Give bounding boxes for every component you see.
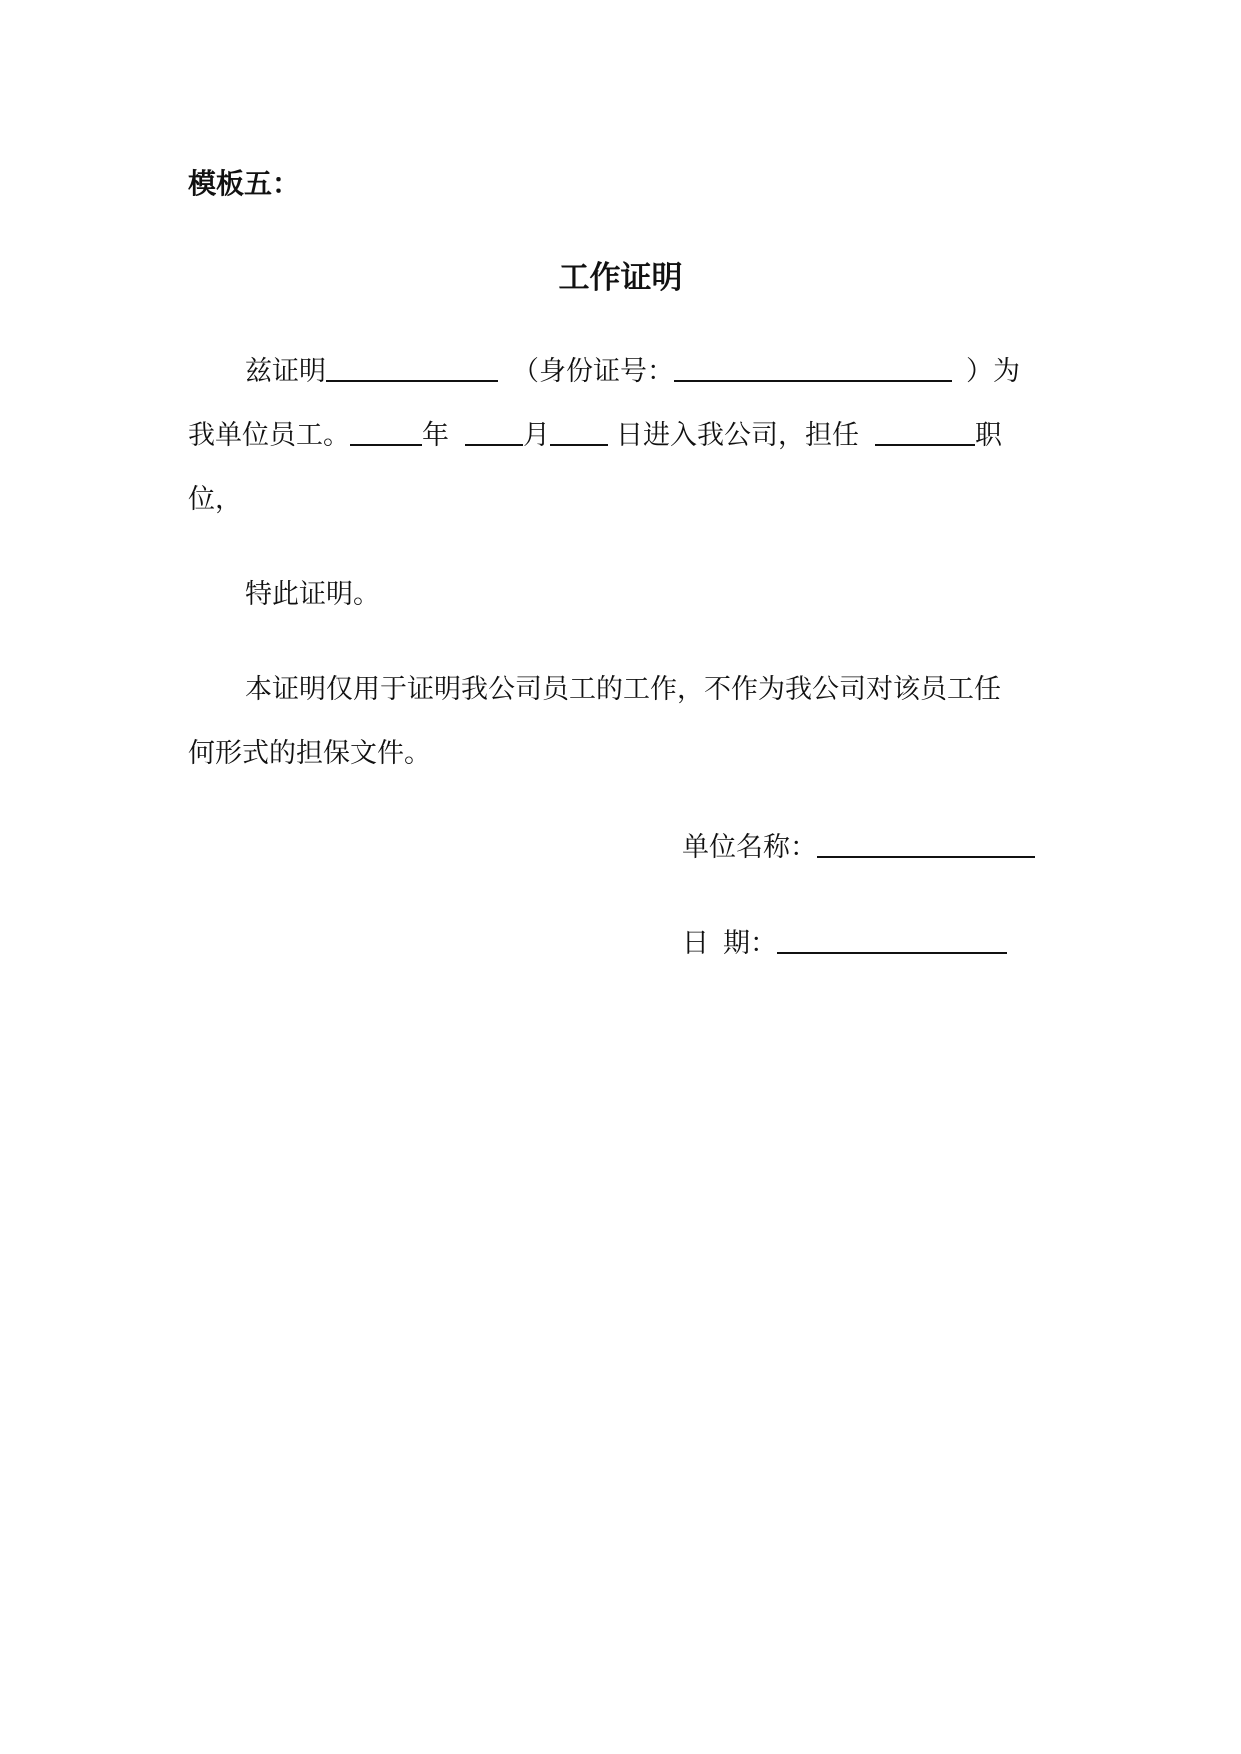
date-blank[interactable] (777, 928, 1007, 954)
id-number-blank[interactable] (674, 356, 952, 382)
org-name-label: 单位名称： (682, 832, 817, 863)
position-blank[interactable] (875, 420, 975, 446)
note-line-2: 何形式的担保文件。 (188, 738, 431, 769)
year-blank[interactable] (350, 420, 422, 446)
document-title: 工作证明 (558, 260, 683, 296)
org-name-blank[interactable] (817, 832, 1035, 858)
paragraph-1-line-2 (188, 416, 1002, 456)
org-name-row (682, 828, 1035, 868)
month-blank[interactable] (465, 420, 523, 446)
date-label-period: 期： (723, 928, 777, 959)
month-text: 月 (523, 420, 550, 451)
lead-text: 兹证明 (245, 356, 326, 387)
paragraph-1-line-3: 位， (188, 484, 242, 515)
template-label: 模板五： (188, 167, 301, 200)
name-blank[interactable] (326, 356, 498, 382)
position-text: 职 (975, 420, 1002, 451)
note-line-1: 本证明仅用于证明我公司员工的工作，不作为我公司对该员工任 (245, 674, 1001, 705)
year-text: 年 (422, 420, 449, 451)
date-row (682, 924, 1007, 964)
day-blank[interactable] (550, 420, 608, 446)
id-close-text: ）为 (966, 356, 1020, 387)
employee-text: 我单位员工。 (188, 420, 350, 451)
id-open-text: （身份证号： (512, 356, 674, 387)
closing-statement: 特此证明。 (245, 579, 380, 610)
paragraph-1-line-1 (245, 352, 1020, 392)
date-label-day: 日 (682, 928, 709, 959)
day-text: 日进入我公司，担任 (616, 420, 859, 451)
